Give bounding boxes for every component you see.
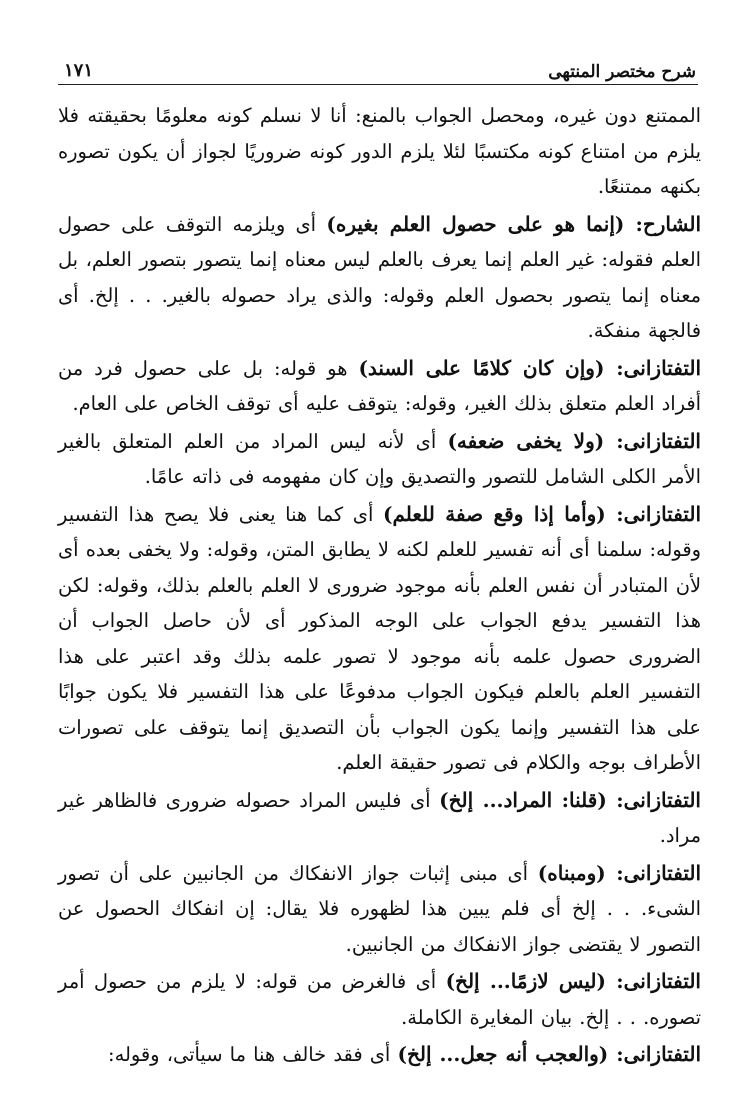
quoted-phrase: (ومبناه): [537, 860, 606, 885]
paragraph: [58, 424, 701, 495]
paragraph-text: الممتنع دون غيره، ومحصل الجواب بالمنع: أنا لا نسلم كونه معلومًا بحقيقته فلا يلزم من امتناع كونه مكتسبًا لئلا يلزم الدور كونه ضروريًا لجواز أن يكون تصوره بكنهه ممتنعًا.: [58, 104, 701, 198]
quoted-phrase: (ليس لازمًا... إلخ): [445, 969, 606, 993]
paragraph: [58, 964, 701, 1035]
paragraph-text: أى كما هنا يعنى فلا يصح هذا التفسير وقوله: سلمنا أى أنه تفسير للعلم لكنه لا يطابق المتن، وقوله: ولا يخفى بعده أى لأن المتبادر أن نفس العلم بأنه موجود ضرورى لا العلم بالعلم بذلك، وقوله: لكن هذا التفسير يدفع الجواب على الوجه المذكور أى لأن حاصل الجواب أن الضرورى حصول علمه بأنه موجود لا تصور علمه بذلك وقد اعتبر على هذا التفسير العلم بالعلم فيكون الجواب مدفوعًا على هذا التفسير فلا يكون جوابًا على هذا التفسير وإنما يكون الجواب بأن التصديق إنما يتوقف على تصورات الأطراف بوجه والكلام فى تصور حقيقة العلم.: [58, 502, 701, 774]
quoted-phrase: (إنما هو على حصول العلم بغيره): [326, 211, 625, 236]
speaker-label: التفتازانى:: [604, 428, 701, 453]
page-header: [58, 58, 698, 85]
page-body: [58, 98, 701, 1073]
paragraph: [58, 98, 701, 205]
paragraph-text: أى فليس المراد حصوله ضرورى فالظاهر غير مراد.: [58, 788, 701, 847]
speaker-label: التفتازانى:: [604, 355, 701, 380]
paragraph: [58, 207, 701, 349]
paragraph-text: أى مبنى إثبات جواز الانفكاك من الجانبين على أن تصور الشىء. . . إلخ أى فلم يبين هذا لظهوره فلا يقال: إن انفكاك الحصول عن التصور لا يقتضى جواز الانفكاك من الجانبين.: [58, 861, 701, 956]
speaker-label: التفتازانى:: [606, 787, 701, 812]
speaker-label: التفتازانى:: [605, 860, 702, 885]
paragraph: [58, 497, 701, 781]
paragraph: [58, 783, 701, 854]
running-title: شرح مختصر المنتهى: [548, 62, 696, 82]
paragraph-text: أى فقد خالف هنا ما سيأتى، وقوله:: [108, 1043, 398, 1066]
quoted-phrase: (وإن كان كلامًا على السند): [358, 355, 605, 380]
paragraph: [58, 351, 701, 422]
speaker-label: الشارح:: [624, 211, 702, 236]
paragraph-text: أى ويلزمه التوقف على حصول العلم فقوله: غير العلم إنما يعرف بالعلم ليس معناه إنما يتصور بتصور العلم، بل معناه إنما يتصور بحصول العلم وقوله: والذى يراد حصوله بالغير. . . إلخ. أى فالجهة منفكة.: [58, 212, 701, 342]
quoted-phrase: (وأما إذا وقع صفة للعلم): [383, 501, 606, 526]
paragraph-text: أى لأنه ليس المراد من العلم المتعلق بالغير الأمر الكلى الشامل للتصور والتصديق وإن كان مفهومه فى ذاته عامًا.: [58, 429, 701, 488]
speaker-label: التفتازانى:: [605, 501, 701, 526]
paragraph-text: أى فالغرض من قوله: لا يلزم من حصول أمر تصوره. . . إلخ. بيان المغايرة الكاملة.: [58, 970, 701, 1029]
quoted-phrase: (ولا يخفى ضعفه): [447, 428, 605, 453]
quoted-phrase: (والعجب أنه جعل... إلخ): [397, 1042, 609, 1066]
page-number: ١٧١: [64, 60, 94, 81]
paragraph: [58, 1037, 701, 1073]
speaker-label: التفتازانى:: [608, 1042, 701, 1066]
speaker-label: التفتازانى:: [605, 969, 701, 993]
paragraph-text: هو قوله: بل على حصول فرد من أفراد العلم متعلق بذلك الغير، وقوله: يتوقف عليه أى توقف الخاص على العام.: [58, 356, 701, 415]
paragraph: [58, 856, 701, 963]
quoted-phrase: (قلنا: المراد... إلخ): [439, 787, 607, 812]
